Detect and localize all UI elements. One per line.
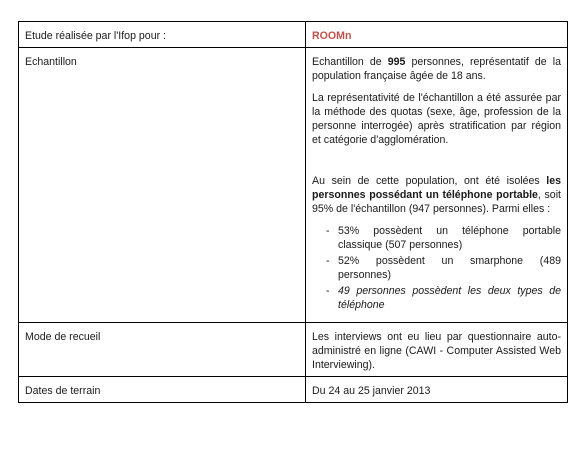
client-name: ROOMn — [312, 30, 352, 42]
list-item — [312, 254, 561, 282]
text-span: Echantillon de — [312, 56, 388, 68]
row-label-echantillon: Echantillon — [19, 48, 306, 323]
table-row — [19, 377, 568, 403]
table-row — [19, 22, 568, 48]
table-row — [19, 48, 568, 323]
study-spec-table — [18, 21, 568, 403]
text-span: , soit 95% de l'échantillon (947 personnes). Parmi elles : — [312, 189, 562, 215]
table-row — [19, 323, 568, 377]
text-span: personnes, représentatif de la population française âgée de 18 ans. — [312, 56, 561, 82]
row-value-etude — [306, 22, 568, 48]
subsample-list — [312, 224, 561, 312]
representativity-paragraph: La représentativité de l'échantillon a été assurée par la méthode des quotas (sexe, âge, profession de la personne interrogée) après stratification par région et catégorie d'agglomération. — [312, 92, 561, 146]
list-item — [312, 224, 561, 252]
row-value-dates: Du 24 au 25 janvier 2013 — [306, 377, 568, 403]
list-item-text: 49 personnes possèdent les deux types de téléphone — [338, 285, 561, 311]
row-value-mode: Les interviews ont eu lieu par questionnaire auto-administré en ligne (CAWI - Computer Assisted Web Interviewing). — [306, 323, 568, 377]
list-item-text: 53% possèdent un téléphone portable classique (507 personnes) — [338, 225, 561, 251]
subsample-emphasis: les personnes possédant un téléphone portable — [312, 175, 561, 201]
row-label-mode: Mode de recueil — [19, 323, 306, 377]
text-span: Au sein de cette population, ont été isolées — [312, 175, 547, 187]
row-label-dates: Dates de terrain — [19, 377, 306, 403]
list-item-text: 52% possèdent un smarphone (489 personnes) — [338, 255, 561, 281]
sample-size-number: 995 — [387, 56, 406, 68]
dash-bullet: - — [326, 255, 330, 267]
dash-bullet: - — [326, 225, 330, 237]
row-value-echantillon — [306, 48, 568, 323]
row-label-etude: Etude réalisée par l'Ifop pour : — [19, 22, 306, 48]
subsample-paragraph — [312, 174, 561, 216]
list-item — [312, 284, 561, 312]
dash-bullet: - — [326, 285, 330, 297]
sample-size-paragraph — [312, 55, 561, 83]
